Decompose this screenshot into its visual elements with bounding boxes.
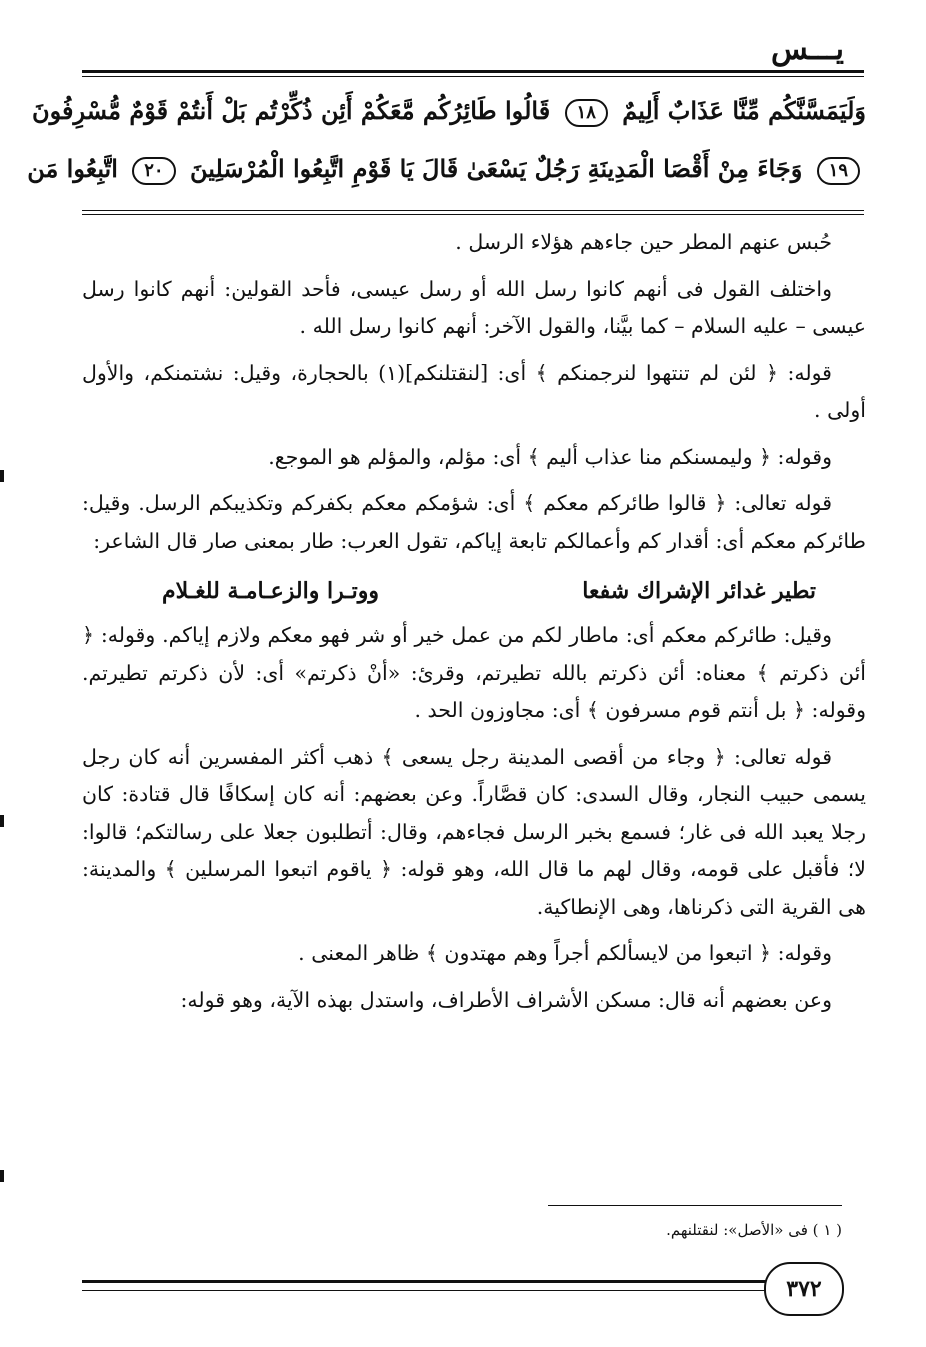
quran-segment: قَالُوا طَائِرُكُم مَّعَكُمْ أَئِن ذُكِّرْتُم بَلْ أَنتُمْ قَوْمٌ مُّسْرِفُونَ [32,96,551,125]
page-number: ٣٧٢ [764,1262,844,1316]
quran-separator-rule-2 [82,214,864,215]
poem-verse [162,569,816,613]
commentary-text [82,224,866,1028]
paragraph: قوله تعالى: ﴿ قالوا طائركم معكم ﴾ أى: شؤمكم معكم بكفركم وتكذيبكم الرسل. وقيل: طائركم معكم أى: أقدار كم وأعمالكم تابعة إياكم، تقول العرب: طار بمعنى صار قال الشاعر: [82,491,866,553]
paragraph: قوله: ﴿ لئن لم تنتهوا لنرجمنكم ﴾ أى: [لنقتلنكم](١) بالحجارة، وقيل: نشتمنكم، والأول أولى . [82,360,866,422]
verse-number-19: ١٩ [817,157,860,185]
quran-segment: وَجَاءَ مِنْ أَقْصَا الْمَدِينَةِ رَجُلٌ يَسْعَىٰ قَالَ يَا قَوْمِ اتَّبِعُوا الْمُرْسَلِينَ [189,154,803,183]
verse-number-18: ١٨ [565,99,608,127]
footer-rule-thin [82,1290,786,1291]
quran-segment: اتَّبِعُوا مَن [27,154,118,183]
header-rule-thin [82,76,864,77]
poem-hemistich-left: ووتـرا والزعـامـة للغـلام [162,578,380,604]
paragraph: وعن بعضهم أنه قال: مسكن الأشراف الأطراف، واستدل بهذه الآية، وهو قوله: [180,987,832,1012]
quran-line-2 [27,140,866,198]
poem-hemistich-right: تطير غدائر الإشراك شفعا [582,578,816,604]
quran-separator-rule [82,210,864,211]
footer-rule [82,1280,786,1283]
margin-mark [0,470,4,482]
margin-mark [0,815,4,827]
paragraph: وقوله: ﴿ وليمسنكم منا عذاب أليم ﴾ أى: مؤلم، والمؤلم هو الموجع. [268,444,832,469]
footnote-rule [548,1205,842,1206]
header-rule [82,70,864,73]
paragraph: قوله تعالى: ﴿ وجاء من أقصى المدينة رجل يسعى ﴾ ذهب أكثر المفسرين أنه كان رجل يسمى حبيب النجار، وقال السدى: كان قصَّاراً. وعن بعضهم: أنه كان إسكافًا قال قتادة: كان رجلا يعبد الله فى غار؛ فسمع بخبر الرسل فجاءهم، وقال: أتطلبون جعلا على رسالتكم؛ قالوا: لا؛ فأقبل على قومه، وقال لهم ما قال الله، وهو قوله: ﴿ ياقوم اتبعوا المرسلين ﴾ والمدينة: هى القرية التى ذكرناها، وهى الإنطاكية. [82,744,866,919]
paragraph: وقيل: طائركم معكم أى: ماطار لكم من عمل خير أو شر فهو معكم ولازم إياكم. وقوله: ﴿ أئن ذكرتم ﴾ معناه: أئن ذكرتم بالله تطيرتم، وقرئ: «أنْ ذكرتم» أى: لأن ذكرتم تطيرتم. وقوله: ﴿ بل أنتم قوم مسرفون ﴾ أى: مجاوزون الحد . [82,623,866,722]
paragraph: حُبس عنهم المطر حين جاءهم هؤلاء الرسل . [455,230,832,254]
paragraph: وقوله: ﴿ اتبعوا من لايسألكم أجراً وهم مهتدون ﴾ ظاهر المعنى . [298,941,832,965]
verse-number-20: ٢٠ [132,157,175,185]
quran-segment: وَلَيَمَسَّنَّكُم مِّنَّا عَذَابٌ أَلِيمٌ [622,96,866,125]
quran-line-1 [32,82,866,140]
surah-title: يـــس [771,32,844,67]
margin-mark [0,1170,4,1182]
quran-text [27,82,866,198]
paragraph: واختلف القول فى أنهم كانوا رسل الله أو رسل عيسى، فأحد القولين: أنهم كانوا رسل عيسى – عليه السلام – كما بيَّنا، والقول الآخر: أنهم كانوا رسل الله . [82,276,866,338]
footnote: ( ١ ) فى «الأصل»: لنقتلنهم. [666,1221,842,1239]
